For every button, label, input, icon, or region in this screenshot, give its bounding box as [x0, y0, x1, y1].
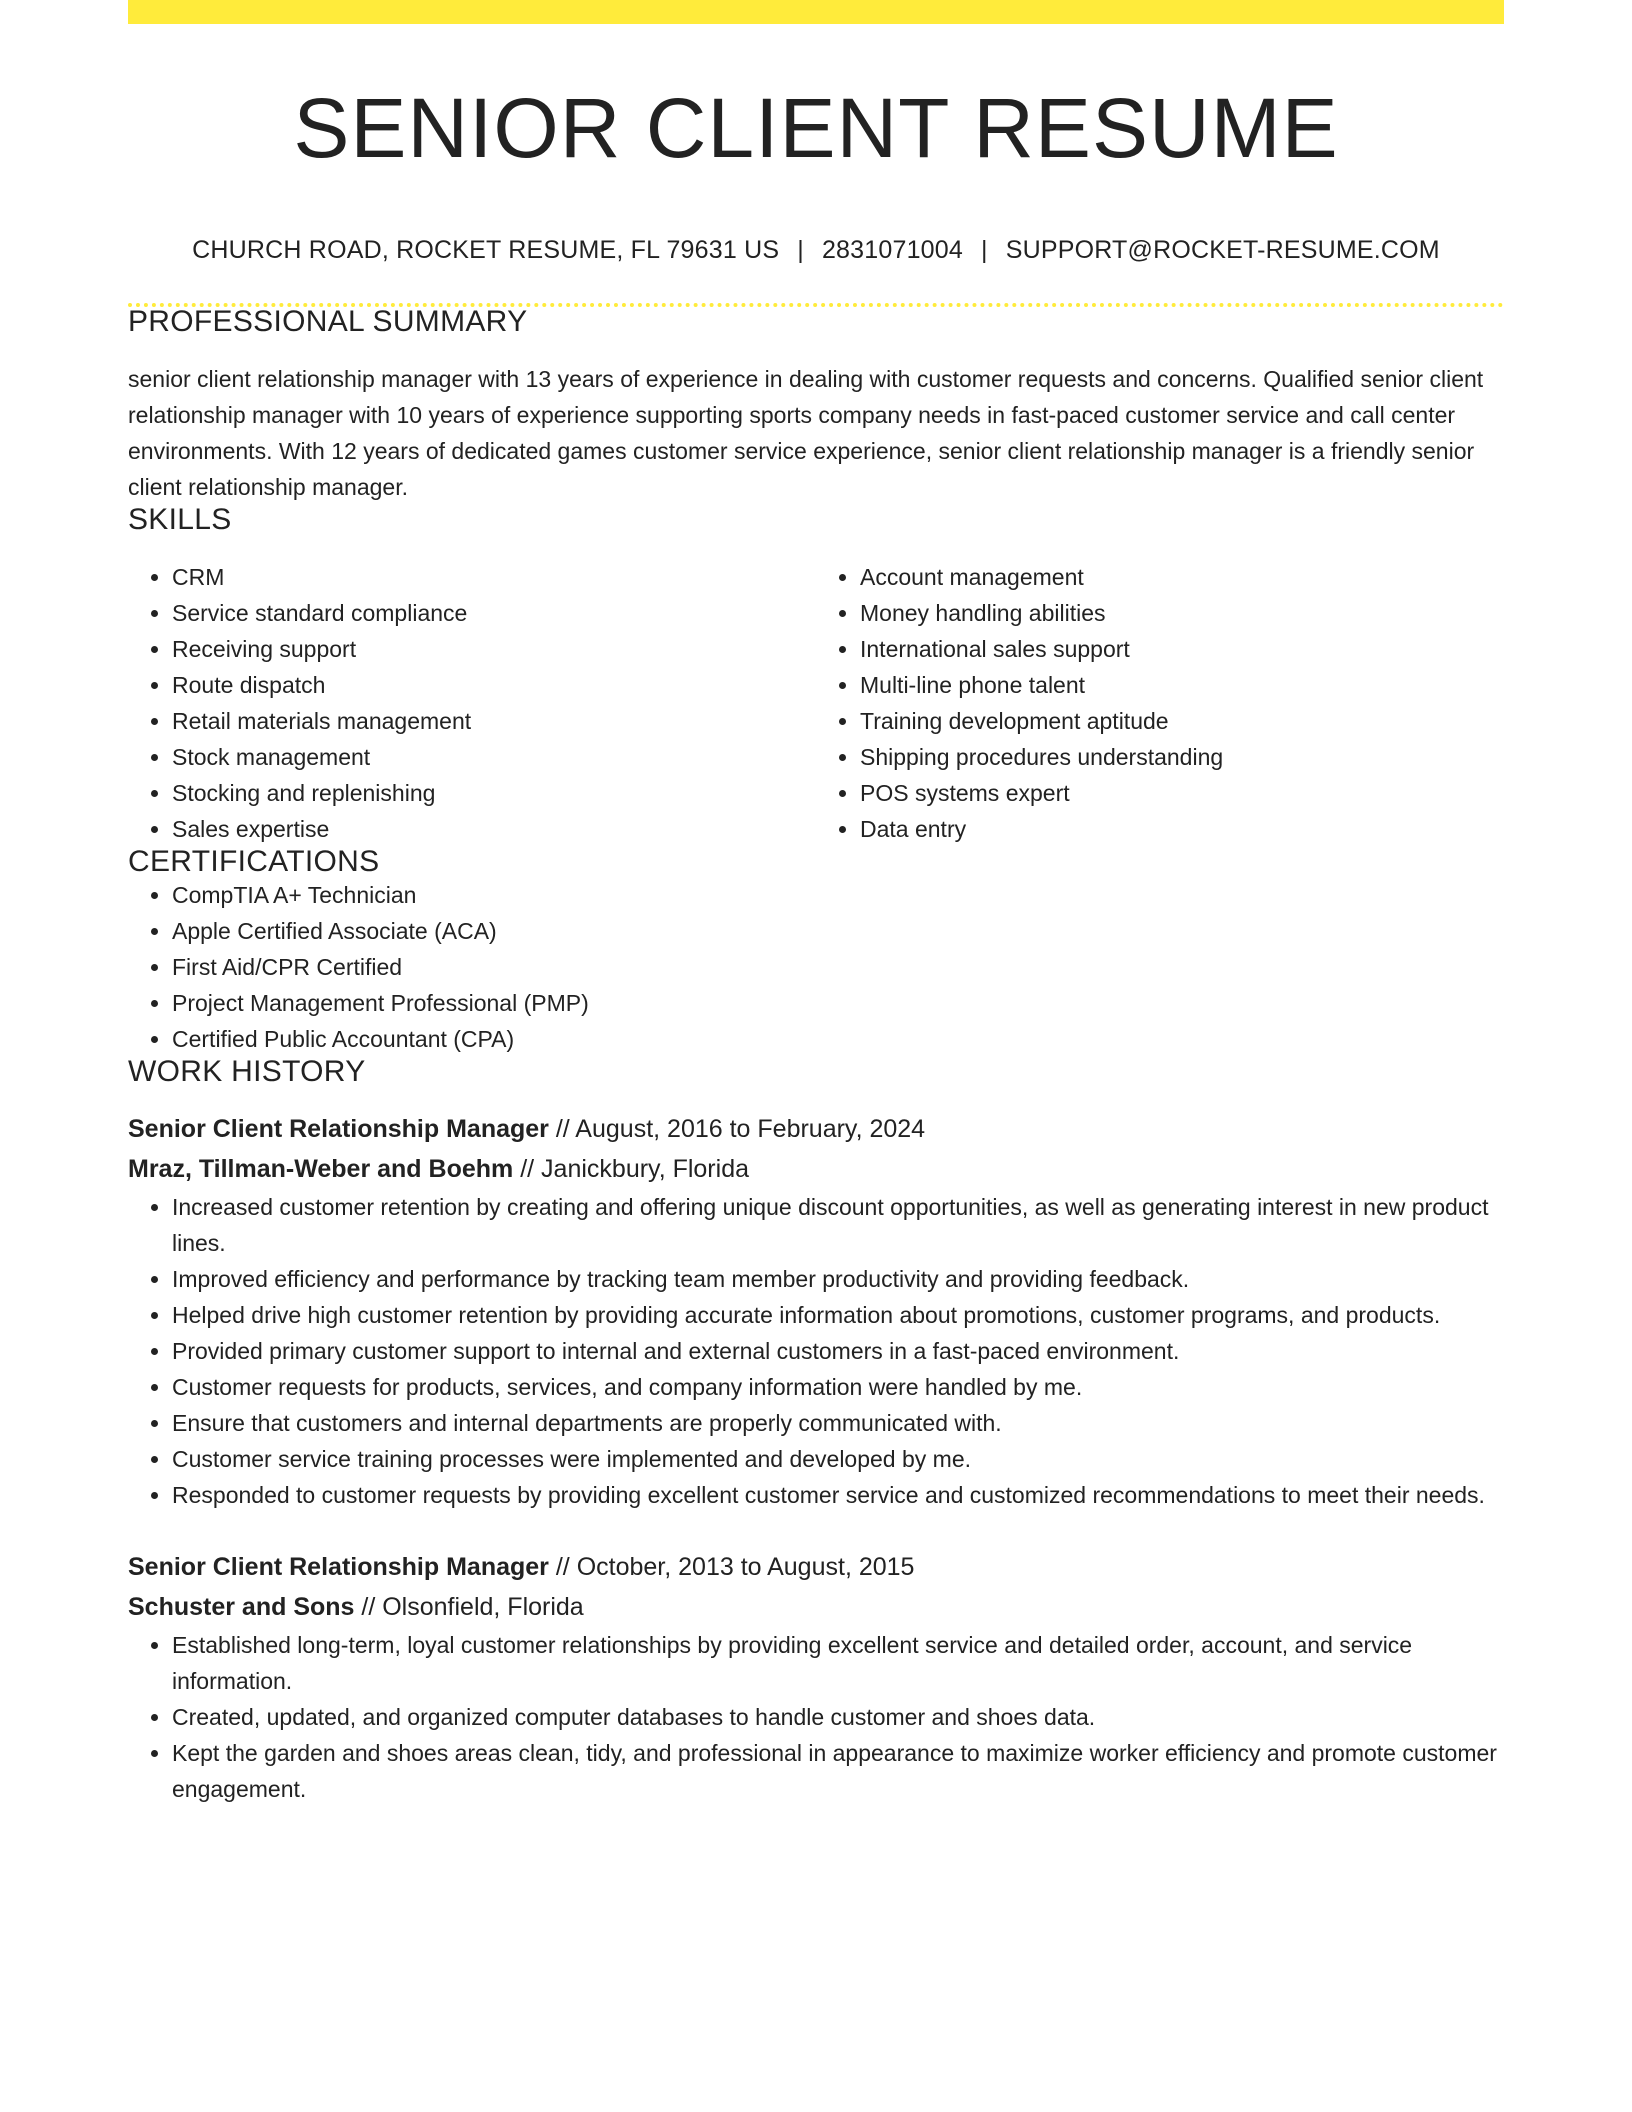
skill-item: • Training development aptitude	[860, 703, 1504, 739]
skill-item: • Money handling abilities	[860, 595, 1504, 631]
duty-item: • Increased customer retention by creating and offering unique discount opportunities, as well as generating interest in new product lines.	[172, 1189, 1504, 1261]
job-duties-list	[128, 1627, 1504, 1807]
skill-item: • Shipping procedures understanding	[860, 739, 1504, 775]
skill-item: • Receiving support	[172, 631, 816, 667]
job-entry-1	[128, 1109, 1504, 1513]
duty-item: • Kept the garden and shoes areas clean, tidy, and professional in appearance to maximize worker efficiency and promote customer engagement.	[172, 1735, 1504, 1807]
duty-item: • Provided primary customer support to internal and external customers in a fast-paced environment.	[172, 1333, 1504, 1369]
contact-line	[128, 236, 1504, 265]
skill-item: • Data entry	[860, 811, 1504, 847]
job-title-line	[128, 1547, 1504, 1587]
resume-title: SENIOR CLIENT RESUME	[293, 81, 1339, 175]
duty-item: • Improved efficiency and performance by tracking team member productivity and providing feedback.	[172, 1261, 1504, 1297]
job-company-line	[128, 1587, 1504, 1627]
skill-item: • Retail materials management	[172, 703, 816, 739]
job-dates: // October, 2013 to August, 2015	[548, 1553, 915, 1581]
skill-item: • Sales expertise	[172, 811, 816, 847]
resume-page	[128, 0, 1504, 1807]
skills-heading: SKILLS	[128, 503, 232, 536]
summary-text: senior client relationship manager with 13 years of experience in dealing with customer requests and concerns. Qualified senior client relationship manager with 10 years of experience supporting sports company needs in fast-paced customer service and call center environments. With 12 years of dedicated games customer service experience, senior client relationship manager is a friendly senior client relationship manager.	[128, 366, 1484, 500]
contact-separator: |	[981, 236, 988, 264]
certification-item: • Certified Public Accountant (CPA)	[172, 1021, 1504, 1057]
contact-address: CHURCH ROAD, ROCKET RESUME, FL 79631 US	[192, 236, 780, 264]
job-dates: // August, 2016 to February, 2024	[548, 1115, 926, 1143]
duty-item: • Responded to customer requests by providing excellent customer service and customized recommendations to meet their needs.	[172, 1477, 1504, 1513]
duty-item: • Established long-term, loyal customer relationships by providing excellent service and detailed order, account, and service information.	[172, 1627, 1504, 1699]
skills-left-list	[128, 559, 816, 847]
job-title-line	[128, 1109, 1504, 1149]
top-accent-bar	[128, 0, 1504, 24]
job-company: Mraz, Tillman-Weber and Boehm	[128, 1155, 514, 1183]
contact-separator: |	[797, 236, 804, 264]
skill-item: • CRM	[172, 559, 816, 595]
certification-item: • Apple Certified Associate (ACA)	[172, 913, 1504, 949]
job-title: Senior Client Relationship Manager	[128, 1115, 549, 1143]
certifications-heading: CERTIFICATIONS	[128, 845, 380, 878]
job-company: Schuster and Sons	[128, 1593, 355, 1621]
duty-item: • Customer requests for products, services, and company information were handled by me.	[172, 1369, 1504, 1405]
certification-item: • CompTIA A+ Technician	[172, 877, 1504, 913]
certifications-list	[128, 877, 1504, 1057]
job-location: // Olsonfield, Florida	[354, 1593, 584, 1621]
job-title: Senior Client Relationship Manager	[128, 1553, 549, 1581]
job-duties-list	[128, 1189, 1504, 1513]
certification-item: • First Aid/CPR Certified	[172, 949, 1504, 985]
duty-item: • Ensure that customers and internal departments are properly communicated with.	[172, 1405, 1504, 1441]
contact-phone: 2831071004	[821, 236, 963, 264]
skills-right-list	[816, 559, 1504, 847]
skill-item: • Route dispatch	[172, 667, 816, 703]
skill-item: • POS systems expert	[860, 775, 1504, 811]
skill-item: • Stock management	[172, 739, 816, 775]
skill-item: • Multi-line phone talent	[860, 667, 1504, 703]
summary-heading: PROFESSIONAL SUMMARY	[128, 305, 528, 338]
job-company-line	[128, 1149, 1504, 1189]
skill-item: • Service standard compliance	[172, 595, 816, 631]
work-history-heading: WORK HISTORY	[128, 1055, 366, 1088]
skill-item: • Account management	[860, 559, 1504, 595]
job-location: // Janickbury, Florida	[513, 1155, 749, 1183]
certification-item: • Project Management Professional (PMP)	[172, 985, 1504, 1021]
job-entry-2	[128, 1547, 1504, 1807]
duty-item: • Created, updated, and organized computer databases to handle customer and shoes data.	[172, 1699, 1504, 1735]
contact-email: SUPPORT@ROCKET-RESUME.COM	[1005, 236, 1440, 264]
duty-item: • Customer service training processes were implemented and developed by me.	[172, 1441, 1504, 1477]
skills-columns	[128, 559, 1504, 847]
skill-item: • International sales support	[860, 631, 1504, 667]
duty-item: • Helped drive high customer retention by providing accurate information about promotions, customer programs, and products.	[172, 1297, 1504, 1333]
skill-item: • Stocking and replenishing	[172, 775, 816, 811]
